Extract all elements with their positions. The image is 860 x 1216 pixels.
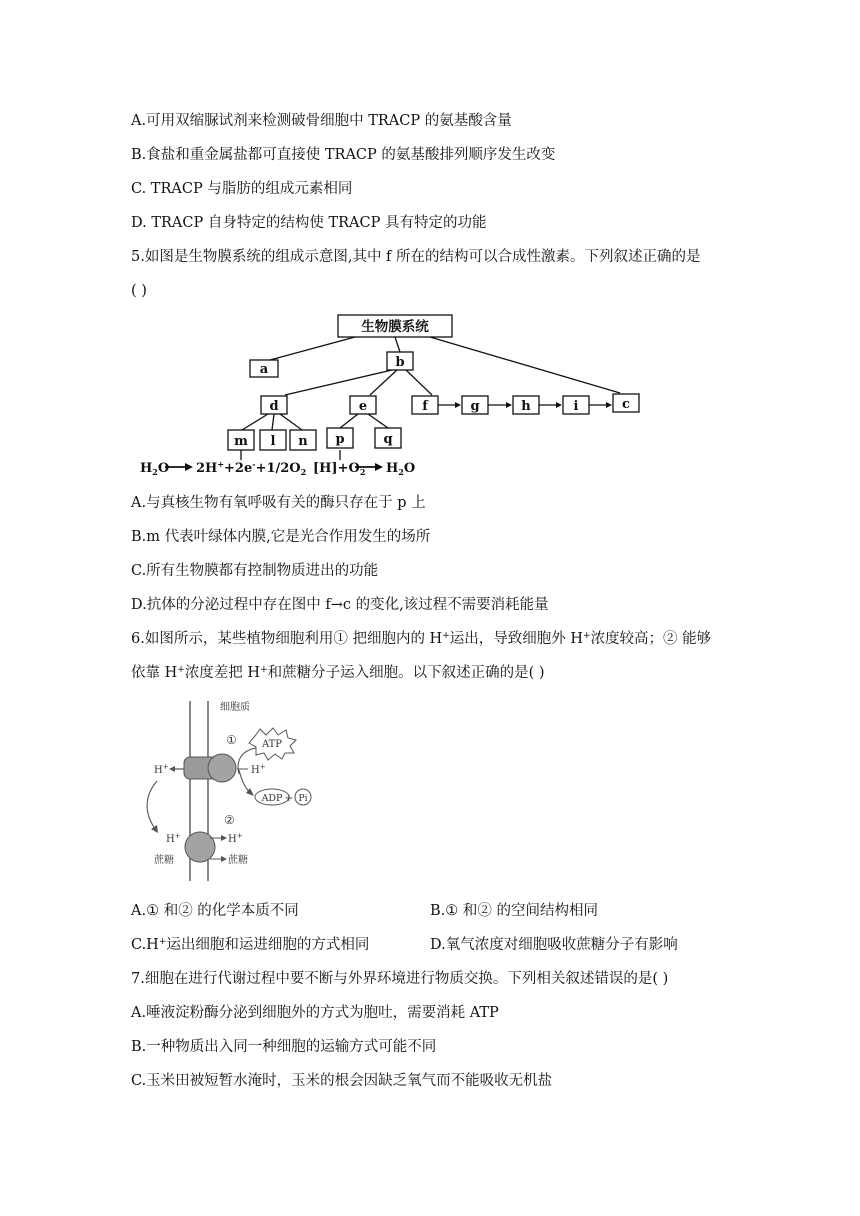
q4-option-d: D. TRACP 自身特定的结构使 TRACP 具有特定的功能: [131, 215, 487, 231]
q4-option-a: A.可用双缩脲试剂来检测破骨细胞中 TRACP 的氨基酸含量: [131, 113, 512, 129]
q6-option-b: B.① 和② 的空间结构相同: [430, 903, 598, 919]
node-m: m: [234, 434, 248, 449]
q5-option-c: C.所有生物膜都有控制物质进出的功能: [131, 563, 379, 579]
h-inside-label: H+: [251, 763, 266, 776]
pump-number-label: ①: [226, 733, 237, 747]
q6-option-d: D.氧气浓度对细胞吸收蔗糖分子有影响: [430, 937, 678, 953]
cotransporter-shape: [185, 832, 215, 862]
node-n: n: [298, 434, 308, 449]
q7-option-b: B.一种物质出入同一种细胞的运输方式可能不同: [131, 1039, 437, 1055]
q7-stem: 7.细胞在进行代谢过程中要不断与外界环境进行物质交换。下列相关叙述错误的是( ): [131, 971, 669, 987]
node-b: b: [395, 355, 405, 370]
equation-water-product: $H_2O$: [386, 461, 416, 477]
sucrose-outside-label: 蔗糖: [154, 855, 174, 866]
equation-water-formation: $[H]+O_2$: [313, 461, 366, 477]
q6-stem-line2: 依靠 H+浓度差把 H+和蔗糖分子运入细胞。以下叙述正确的是( ): [131, 665, 545, 681]
q4-option-c: C. TRACP 与脂肪的组成元素相同: [131, 181, 353, 197]
q5-option-a: A.与真核生物有氧呼吸有关的酶只存在于 p 上: [131, 495, 426, 511]
proton-transport-diagram: [140, 696, 340, 886]
cytoplasm-label: 细胞质: [220, 702, 250, 713]
diagram-root-label: 生物膜系统: [361, 319, 429, 335]
node-g: g: [470, 399, 480, 414]
node-q: q: [383, 432, 393, 447]
node-h: h: [521, 399, 531, 414]
adp-label: ADP: [261, 793, 283, 804]
q6-option-c: C.H+运出细胞和运进细胞的方式相同: [131, 937, 370, 953]
h-inside-label-2: H+: [228, 832, 243, 845]
q6-stem-line1: 6.如图所示，某些植物细胞利用① 把细胞内的 H+运出，导致细胞外 H+浓度较高；② 能够: [131, 631, 712, 647]
q4-option-b: B.食盐和重金属盐都可直接使 TRACP 的氨基酸排列顺序发生改变: [131, 147, 556, 163]
node-f: f: [422, 399, 428, 414]
node-e: e: [358, 399, 368, 414]
node-p: p: [335, 432, 345, 447]
cotransporter-number-label: ②: [224, 813, 235, 827]
atp-label: ATP: [261, 739, 283, 750]
q5-paren: ( ): [131, 283, 147, 299]
q7-option-a: A.唾液淀粉酶分泌到细胞外的方式为胞吐，需要消耗 ATP: [131, 1005, 499, 1021]
plus-sign: +: [284, 793, 294, 804]
equation-water-splitting-products: $2H^++2e^-+1/2O_2$: [196, 459, 307, 477]
equation-water-splitting: $H_2O$: [140, 461, 170, 477]
node-i: i: [573, 399, 579, 414]
pi-label: Pi: [298, 794, 308, 804]
q5-option-b: B.m 代表叶绿体内膜,它是光合作用发生的场所: [131, 529, 431, 545]
node-d: d: [269, 399, 279, 414]
sucrose-inside-label: 蔗糖: [228, 855, 248, 866]
q5-option-d: D.抗体的分泌过程中存在图中 f→c 的变化,该过程不需要消耗能量: [131, 597, 549, 613]
node-l: l: [270, 434, 276, 449]
node-c: c: [622, 397, 630, 412]
node-a: a: [259, 362, 269, 377]
h-outside-label-2: H+: [166, 832, 181, 845]
q7-option-c: C.玉米田被短暂水淹时，玉米的根会因缺乏氧气而不能吸收无机盐: [131, 1073, 553, 1089]
q5-stem: 5.如图是生物膜系统的组成示意图,其中 f 所在的结构可以合成性激素。下列叙述正确的是: [131, 249, 701, 265]
h-outside-label: H+: [154, 763, 169, 776]
q6-option-a: A.① 和② 的化学本质不同: [131, 903, 299, 919]
membrane-system-diagram: [130, 310, 670, 482]
